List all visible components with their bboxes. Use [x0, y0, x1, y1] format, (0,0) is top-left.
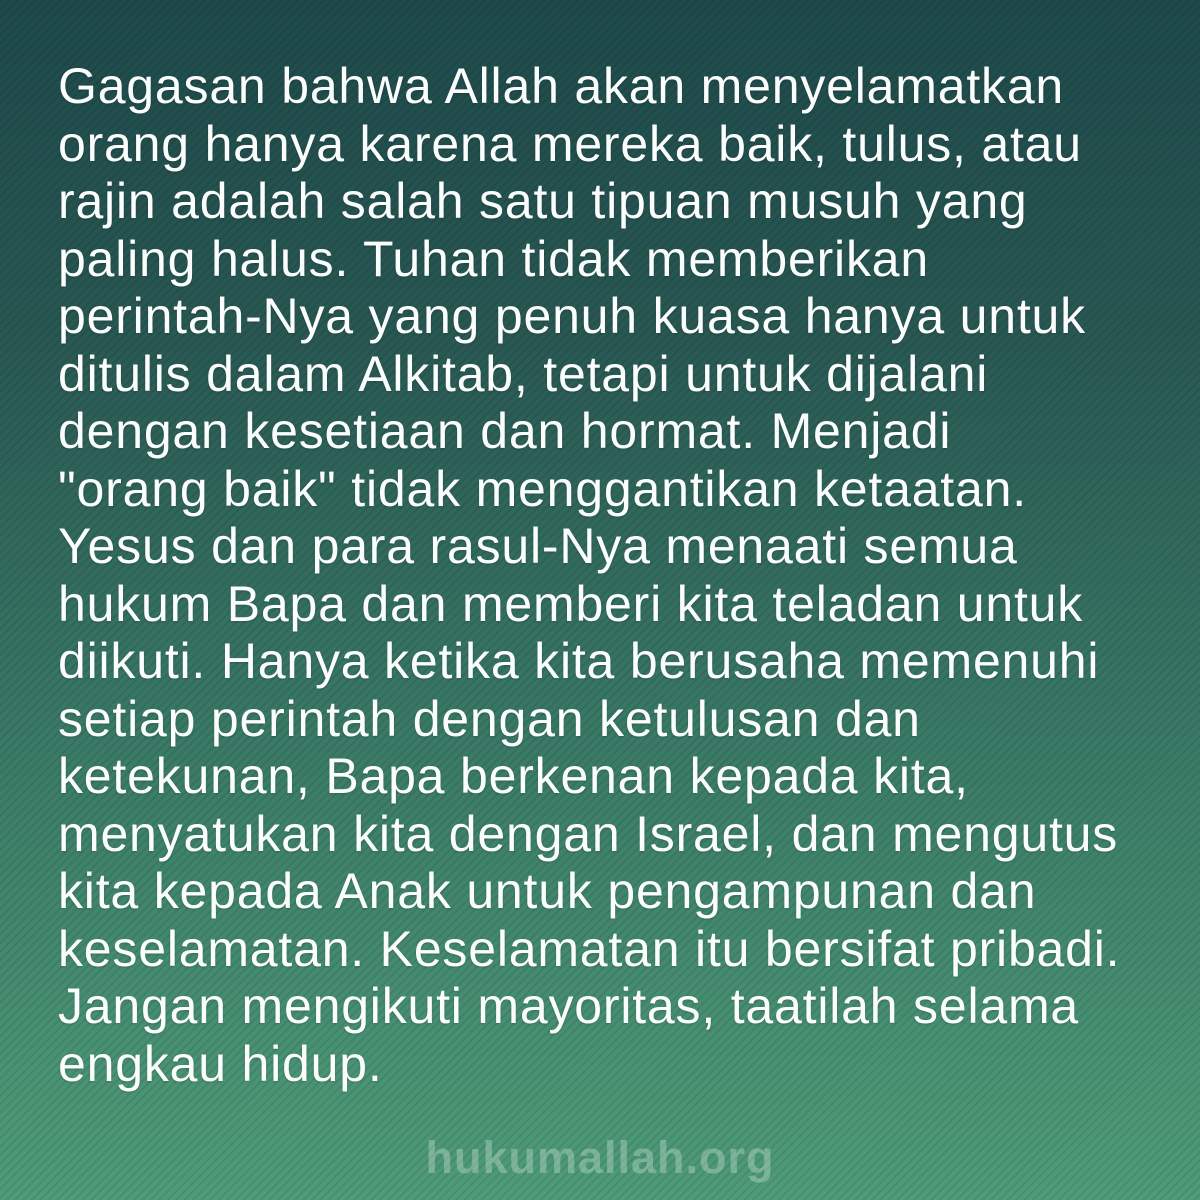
quote-line: dengan kesetiaan dan hormat. Menjadi [58, 403, 952, 459]
quote-line: menyatukan kita dengan Israel, dan mengutus [58, 805, 1119, 862]
quote-line: setiap perintah dengan ketulusan dan [58, 690, 921, 747]
quote-line: rajin adalah salah satu tipuan musuh yang [58, 173, 1028, 229]
quote-line: diikuti. Hanya ketika kita berusaha memenuhi [58, 633, 1100, 689]
quote-line: engkau hidup. [58, 1035, 383, 1092]
quote-line: keselamatan. Keselamatan itu bersifat pribadi. [58, 920, 1121, 977]
quote-line: "orang baik" tidak menggantikan ketaatan. [58, 460, 1027, 517]
quote-line: Yesus dan para rasul-Nya menaati semua [58, 518, 1018, 574]
quote-line: ditulis dalam Alkitab, tetapi untuk dijalani [58, 345, 989, 402]
quote-line: paling halus. Tuhan tidak memberikan [58, 230, 929, 287]
quote-line: orang hanya karena mereka baik, tulus, atau [58, 115, 1082, 172]
quote-line: kita kepada Anak untuk pengampunan dan [58, 863, 1037, 919]
quote-text-block [58, 58, 1150, 1093]
quote-line: perintah-Nya yang penuh kuasa hanya untuk [58, 288, 1086, 344]
quote-line: Gagasan bahwa Allah akan menyelamatkan [58, 58, 1065, 114]
watermark-site-name: hukumallah.org [425, 1132, 775, 1183]
quote-line: ketekunan, Bapa berkenan kepada kita, [58, 748, 969, 804]
quote-line: Jangan mengikuti mayoritas, taatilah selama [58, 978, 1080, 1034]
quote-line: hukum Bapa dan memberi kita teladan untuk [58, 575, 1084, 632]
